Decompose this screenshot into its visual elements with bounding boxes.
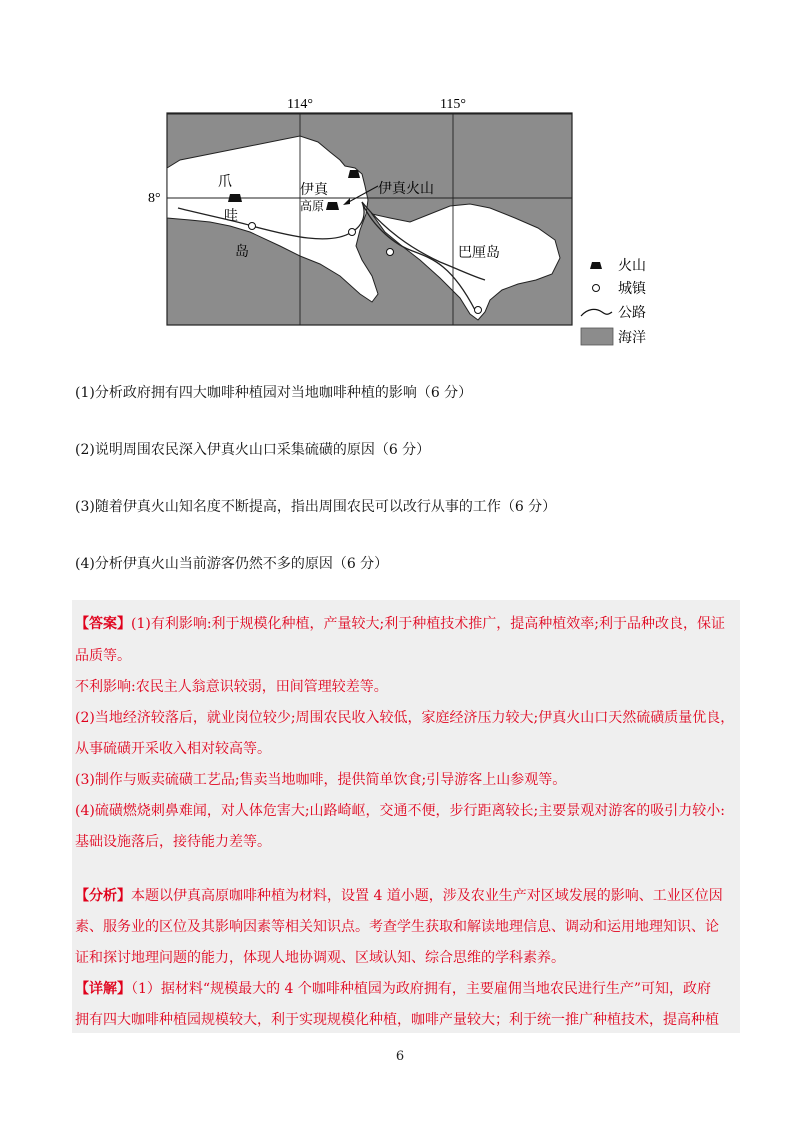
java-north-sea (167, 113, 572, 114)
answer-text-1: (1)有利影响:利于规模化种植，产量较大;利于种植技术推广，提高种植效率;利于品种改良，保证 (131, 616, 725, 632)
analysis-line-3: 证和探讨地理问题的能力，体现人地协调观、区域认知、综合思维的学科素养。 (75, 950, 565, 966)
question-4: (4)分析伊真火山当前游客仍然不多的原因（6 分） (75, 556, 389, 572)
town-icon (475, 307, 482, 314)
answer-line-1 (75, 613, 725, 633)
label-java-1: 爪 (218, 175, 232, 190)
answer-line-3: 不利影响:农民主人翁意识较弱，田间管理较差等。 (75, 679, 388, 695)
detail-tag: 【详解】 (75, 981, 131, 997)
analysis-line-2: 素、服务业的区位及其影响因素等相关知识点。考查学生获取和解读地理信息、调动和运用地理知识、论 (75, 919, 719, 935)
legend-town-icon (593, 285, 600, 292)
label-java-3: 岛 (235, 245, 249, 260)
answer-tag: 【答案】 (75, 616, 131, 632)
label-bali: 巴厘岛 (458, 246, 500, 261)
analysis-text-1: 本题以伊真高原咖啡种植为材料，设置 4 道小题，涉及农业生产对区域发展的影响、工业区位因 (131, 888, 723, 904)
town-icon (387, 249, 394, 256)
label-java-2: 哇 (224, 209, 238, 224)
analysis-line-1 (75, 885, 723, 905)
detail-line-1 (75, 978, 711, 998)
detail-text-1: （1）据材料“规模最大的 4 个咖啡种植园为政府拥有，主要雇佣当地农民进行生产”可知，政府 (131, 981, 712, 997)
volcano-icon (348, 170, 360, 178)
detail-line-2: 拥有四大咖啡种植园规模较大，利于实现规模化种植，咖啡产量较大；利于统一推广种植技术，提高种植 (75, 1012, 719, 1028)
label-ijen-2: 高原 (300, 199, 325, 213)
map-legend (581, 258, 647, 346)
answer-line-4: (2)当地经济较落后，就业岗位较少;周围农民收入较低，家庭经济压力较大;伊真火山口天然硫磺质量优良， (75, 710, 735, 726)
legend-label-town: 城镇 (618, 282, 646, 297)
answer-line-8: 基础设施落后，接待能力差等。 (75, 834, 271, 850)
town-icon (349, 229, 356, 236)
lat-label-8: 8° (148, 191, 161, 206)
map-svg (140, 90, 660, 355)
question-1: (1)分析政府拥有四大咖啡种植园对当地咖啡种植的影响（6 分） (75, 385, 473, 401)
legend-road-icon (581, 309, 612, 316)
answer-line-6: (3)制作与贩卖硫磺工艺品;售卖当地咖啡，提供简单饮食;引导游客上山参观等。 (75, 772, 567, 788)
volcano-icon (228, 194, 242, 202)
legend-ocean-swatch (581, 328, 613, 345)
lon-label-115: 115° (439, 97, 467, 112)
question-3: (3)随着伊真火山知名度不断提高，指出周围农民可以改行从事的工作（6 分） (75, 499, 557, 515)
lon-label-114: 114° (286, 97, 314, 112)
question-2: (2)说明周围农民深入伊真火山口采集硫磺的原因（6 分） (75, 442, 431, 458)
label-ijen-1: 伊真 (300, 183, 328, 198)
legend-label-ocean: 海洋 (618, 331, 646, 346)
analysis-tag: 【分析】 (75, 888, 131, 904)
legend-label-road: 公路 (618, 306, 646, 321)
page-number: 6 (395, 1049, 405, 1064)
answer-line-5: 从事硫磺开采收入相对较高等。 (75, 741, 271, 757)
label-volcano: 伊真火山 (378, 182, 434, 197)
answer-line-2: 品质等。 (75, 648, 131, 664)
town-icon (249, 223, 256, 230)
volcano-icon (326, 202, 339, 210)
legend-label-volcano: 火山 (618, 259, 646, 274)
legend-volcano-icon (590, 262, 602, 269)
map-figure (140, 90, 660, 355)
answer-line-7: (4)硫磺燃烧刺鼻难闻，对人体危害大;山路崎岖，交通不便，步行距离较长;主要景观对游客的吸引力较小: (75, 803, 725, 819)
